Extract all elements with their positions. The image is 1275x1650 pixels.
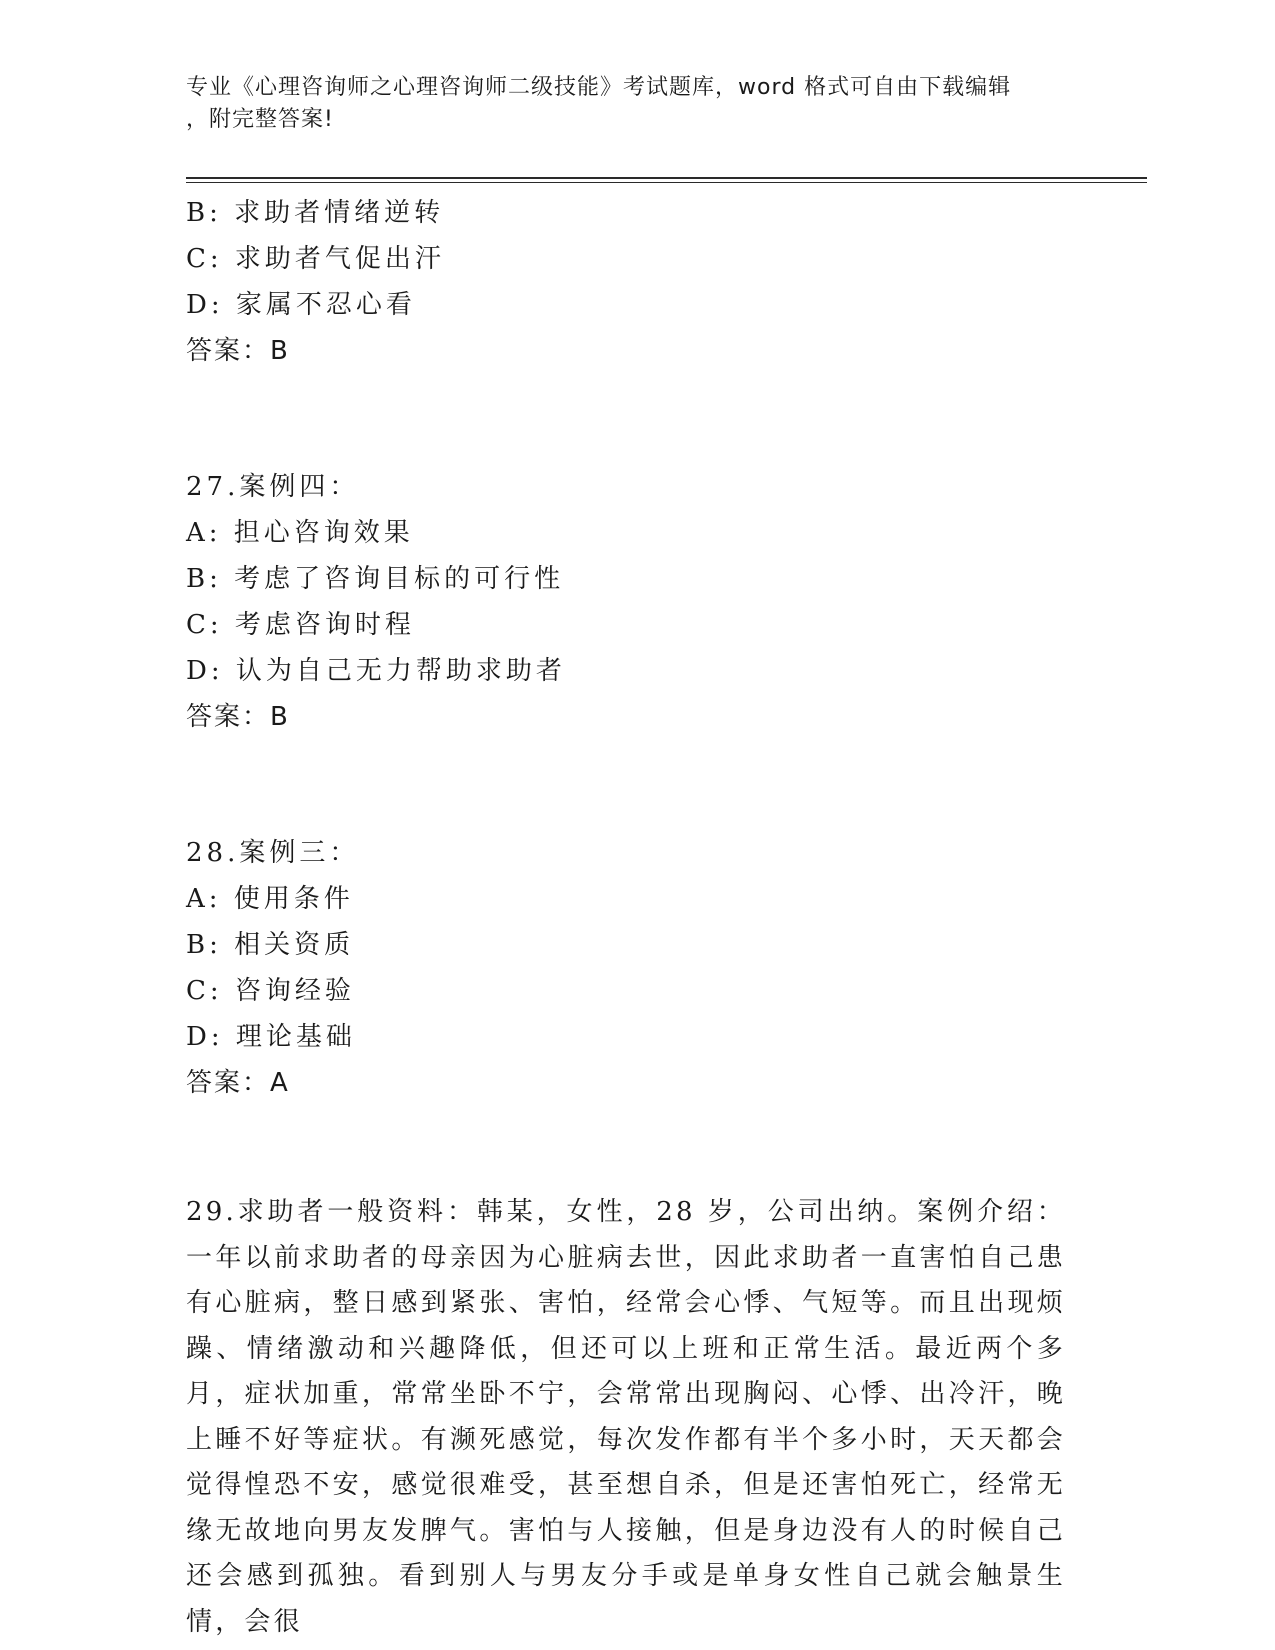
question-29 [186, 1190, 1086, 1645]
option-d: D: 家属不忍心看 [186, 290, 416, 320]
answer: 答案：B [186, 702, 290, 732]
option-d: D: 认为自己无力帮助求助者 [186, 656, 566, 686]
question-title: 28.案例三： [186, 838, 360, 868]
option-a: A: 担心咨询效果 [186, 518, 414, 548]
option-c: C: 考虑咨询时程 [186, 610, 415, 640]
spacer [186, 740, 1086, 830]
header-line-2: ，附完整答案! [186, 107, 334, 132]
spacer [186, 1106, 1086, 1190]
option-c: C: 咨询经验 [186, 976, 355, 1006]
question-26-tail [186, 190, 1086, 374]
option-b: B: 相关资质 [186, 930, 355, 960]
header-divider-thick [186, 177, 1147, 179]
question-28 [186, 830, 1086, 1106]
answer: 答案：A [186, 1068, 290, 1098]
question-content [186, 190, 1086, 1645]
option-c: C: 求助者气促出汗 [186, 244, 445, 274]
header-divider-thin [186, 182, 1147, 183]
header-line-1: 专业《心理咨询师之心理咨询师二级技能》考试题库，word 格式可自由下载编辑 [186, 75, 1012, 100]
option-a: A: 使用条件 [186, 884, 354, 914]
document-header [186, 72, 1066, 136]
spacer [186, 374, 1086, 464]
answer: 答案：B [186, 336, 290, 366]
question-27 [186, 464, 1086, 740]
option-b: B: 求助者情绪逆转 [186, 198, 445, 228]
option-d: D: 理论基础 [186, 1022, 356, 1052]
question-title: 27.案例四： [186, 472, 360, 502]
question-text: 29.求助者一般资料：韩某，女性，28 岁，公司出纳。案例介绍：一年以前求助者的母亲因为心脏病去世，因此求助者一直害怕自己患有心脏病，整日感到紧张、害怕，经常会心悸、气短等。而且出现烦躁、情绪激动和兴趣降低，但还可以上班和正常生活。最近两个多月，症状加重，常常坐卧不宁，会常常出现胸闷、心悸、出冷汗，晚上睡不好等症状。有濒死感觉，每次发作都有半个多小时，天天都会觉得惶恐不安，感觉很难受，甚至想自杀，但是还害怕死亡，经常无缘无故地向男友发脾气。害怕与人接触，但是身边没有人的时候自己还会感到孤独。看到别人与男友分手或是单身女性自己就会触景生情，会很 [186, 1197, 1066, 1637]
option-b: B: 考虑了咨询目标的可行性 [186, 564, 565, 594]
